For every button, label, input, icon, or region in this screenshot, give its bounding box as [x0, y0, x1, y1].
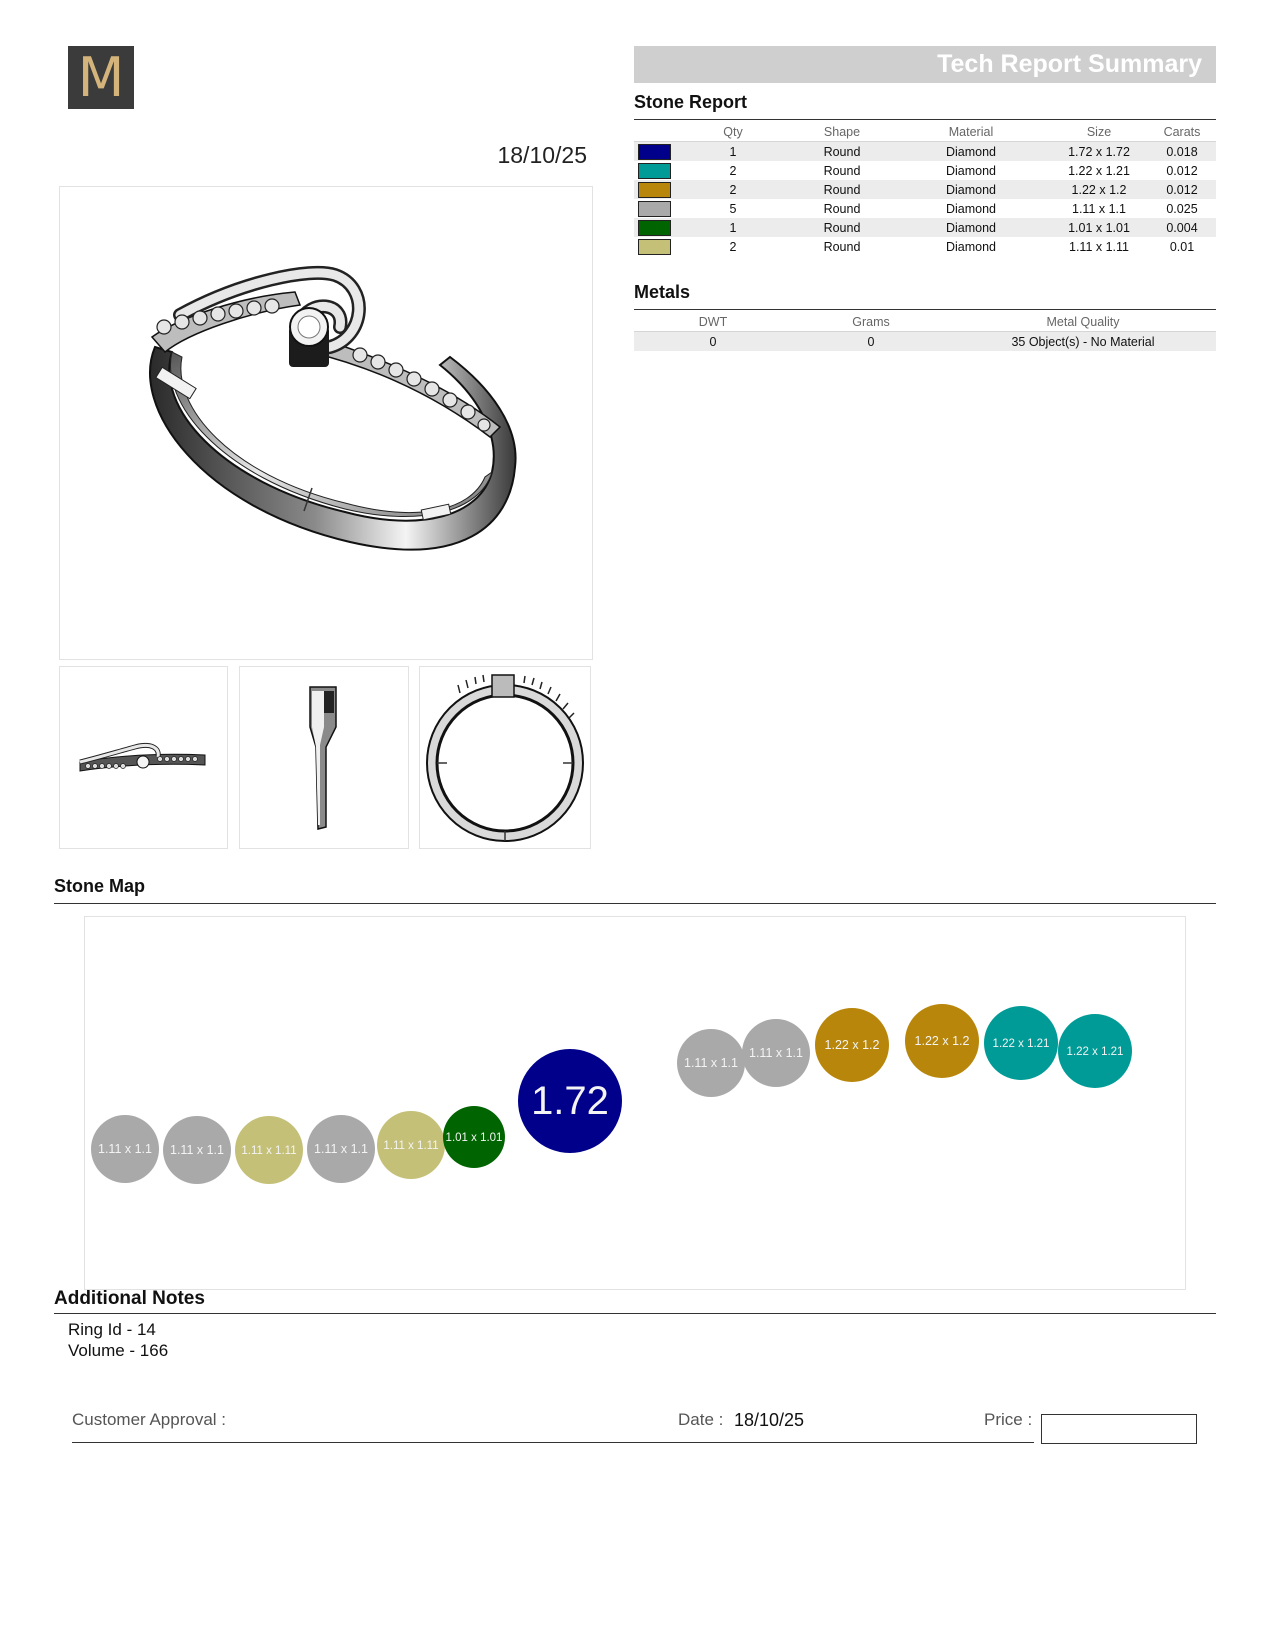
stone-report-table [634, 122, 1216, 256]
carats-column-header: Carats [1163, 124, 1201, 139]
stone-map-label: 1.72 [531, 1079, 609, 1123]
qty-column-header: Qty [723, 124, 743, 139]
table-row [634, 199, 1216, 218]
price-label: Price : [984, 1410, 1033, 1429]
shape-cell: Round [792, 142, 892, 162]
stone-map-label: 1.11 x 1.1 [314, 1142, 368, 1156]
color-swatch [638, 220, 671, 236]
customer-approval-label: Customer Approval : [72, 1410, 227, 1429]
approval-signature-line[interactable] [72, 1442, 1034, 1443]
report-date: 18/10/25 [497, 142, 587, 168]
qty-cell: 2 [729, 163, 737, 178]
table-row [634, 237, 1216, 256]
color-swatch [638, 163, 671, 179]
ring-side-illustration [60, 667, 227, 848]
stone-report-rule [634, 119, 1216, 120]
qty-cell: 1 [674, 142, 792, 162]
shape-cell: Round [823, 201, 861, 216]
shape-cell: Round [823, 163, 861, 178]
grams-column-header: Grams [852, 314, 890, 329]
color-swatch [638, 182, 671, 198]
material-cell: Diamond [892, 142, 1050, 162]
material-cell: Diamond [892, 218, 1050, 237]
material-cell: Diamond [945, 201, 997, 216]
carats-cell: 0.012 [1166, 163, 1198, 178]
ring-main-view [59, 186, 593, 660]
ring-side-view [59, 666, 228, 849]
carats-cell: 0.004 [1148, 218, 1216, 237]
stone-map-label: 1.11 x 1.11 [383, 1140, 439, 1152]
size-cell: 1.11 x 1.1 [1072, 201, 1126, 216]
qty-cell: 5 [729, 201, 737, 216]
stone-report-header-row [634, 122, 1216, 142]
metal-quality-cell: 35 Object(s) - No Material [950, 332, 1216, 352]
stone-map-heading: Stone Map [54, 876, 146, 896]
stone-map-label: 1.11 x 1.1 [684, 1056, 738, 1070]
company-logo [68, 46, 134, 109]
note-ring-id: Ring Id - 14 [68, 1320, 156, 1339]
size-cell: 1.72 x 1.72 [1050, 142, 1148, 162]
size-cell: 1.22 x 1.2 [1050, 180, 1148, 199]
stone-map-label: 1.11 x 1.11 [241, 1145, 297, 1157]
ring-front-illustration [240, 667, 408, 848]
carats-cell: 0.025 [1166, 201, 1198, 216]
ring-perspective-illustration [60, 187, 592, 659]
shape-cell: Round [792, 180, 892, 199]
ring-top-illustration [420, 667, 590, 848]
stone-map-label: 1.01 x 1.01 [445, 1132, 503, 1144]
shape-cell: Round [823, 239, 861, 254]
table-row [634, 180, 1216, 199]
size-cell: 1.22 x 1.21 [1068, 163, 1130, 178]
shape-column-header: Shape [823, 124, 861, 139]
logo-letter: M [77, 46, 125, 109]
stone-map-label: 1.11 x 1.1 [98, 1142, 152, 1156]
material-cell: Diamond [945, 239, 997, 254]
carats-cell: 0.018 [1148, 142, 1216, 162]
header-band [634, 46, 1216, 83]
note-volume: Volume - 166 [68, 1341, 169, 1360]
metals-rule [634, 309, 1216, 310]
size-column-header: Size [1086, 124, 1112, 139]
stone-map-canvas [85, 917, 1185, 1289]
shape-cell: Round [792, 218, 892, 237]
stone-map-label: 1.22 x 1.21 [992, 1038, 1050, 1050]
carats-cell: 0.012 [1148, 180, 1216, 199]
material-cell: Diamond [892, 180, 1050, 199]
stone-map-label: 1.22 x 1.21 [1066, 1046, 1124, 1058]
table-row [634, 142, 1216, 162]
grams-cell: 0 [792, 332, 950, 352]
stone-map-label: 1.11 x 1.1 [749, 1046, 803, 1060]
price-field[interactable] [1041, 1414, 1197, 1444]
color-swatch [638, 239, 671, 255]
stone-map-label: 1.22 x 1.2 [914, 1034, 970, 1048]
table-row [634, 332, 1216, 352]
dwt-column-header: DWT [698, 314, 728, 329]
metals-heading: Metals [634, 282, 691, 302]
stone-map [84, 916, 1186, 1290]
approval-date-value: 18/10/25 [734, 1410, 805, 1430]
metals-table [634, 312, 1216, 351]
stone-map-label: 1.11 x 1.1 [170, 1143, 224, 1157]
metal-quality-column-header: Metal Quality [1046, 314, 1120, 329]
approval-date-label: Date : [678, 1410, 724, 1429]
size-cell: 1.11 x 1.11 [1069, 239, 1129, 254]
dwt-cell: 0 [634, 332, 792, 352]
color-swatch [638, 144, 671, 160]
carats-cell: 0.01 [1169, 239, 1195, 254]
qty-cell: 1 [674, 218, 792, 237]
color-swatch [638, 201, 671, 217]
size-cell: 1.01 x 1.01 [1050, 218, 1148, 237]
table-row [634, 161, 1216, 180]
stone-map-rule [54, 903, 1216, 904]
metals-header-row [634, 312, 1216, 332]
report-title: Tech Report Summary [937, 50, 1202, 78]
qty-cell: 2 [674, 180, 792, 199]
notes-heading: Additional Notes [54, 1288, 205, 1309]
material-cell: Diamond [945, 163, 997, 178]
ring-top-view [419, 666, 591, 849]
color-column-header [634, 122, 674, 142]
material-column-header: Material [948, 124, 994, 139]
stone-map-label: 1.22 x 1.2 [824, 1038, 880, 1052]
stone-report-heading: Stone Report [634, 92, 748, 112]
ring-front-view [239, 666, 409, 849]
notes-rule [54, 1313, 1216, 1314]
table-row [634, 218, 1216, 237]
qty-cell: 2 [729, 239, 737, 254]
